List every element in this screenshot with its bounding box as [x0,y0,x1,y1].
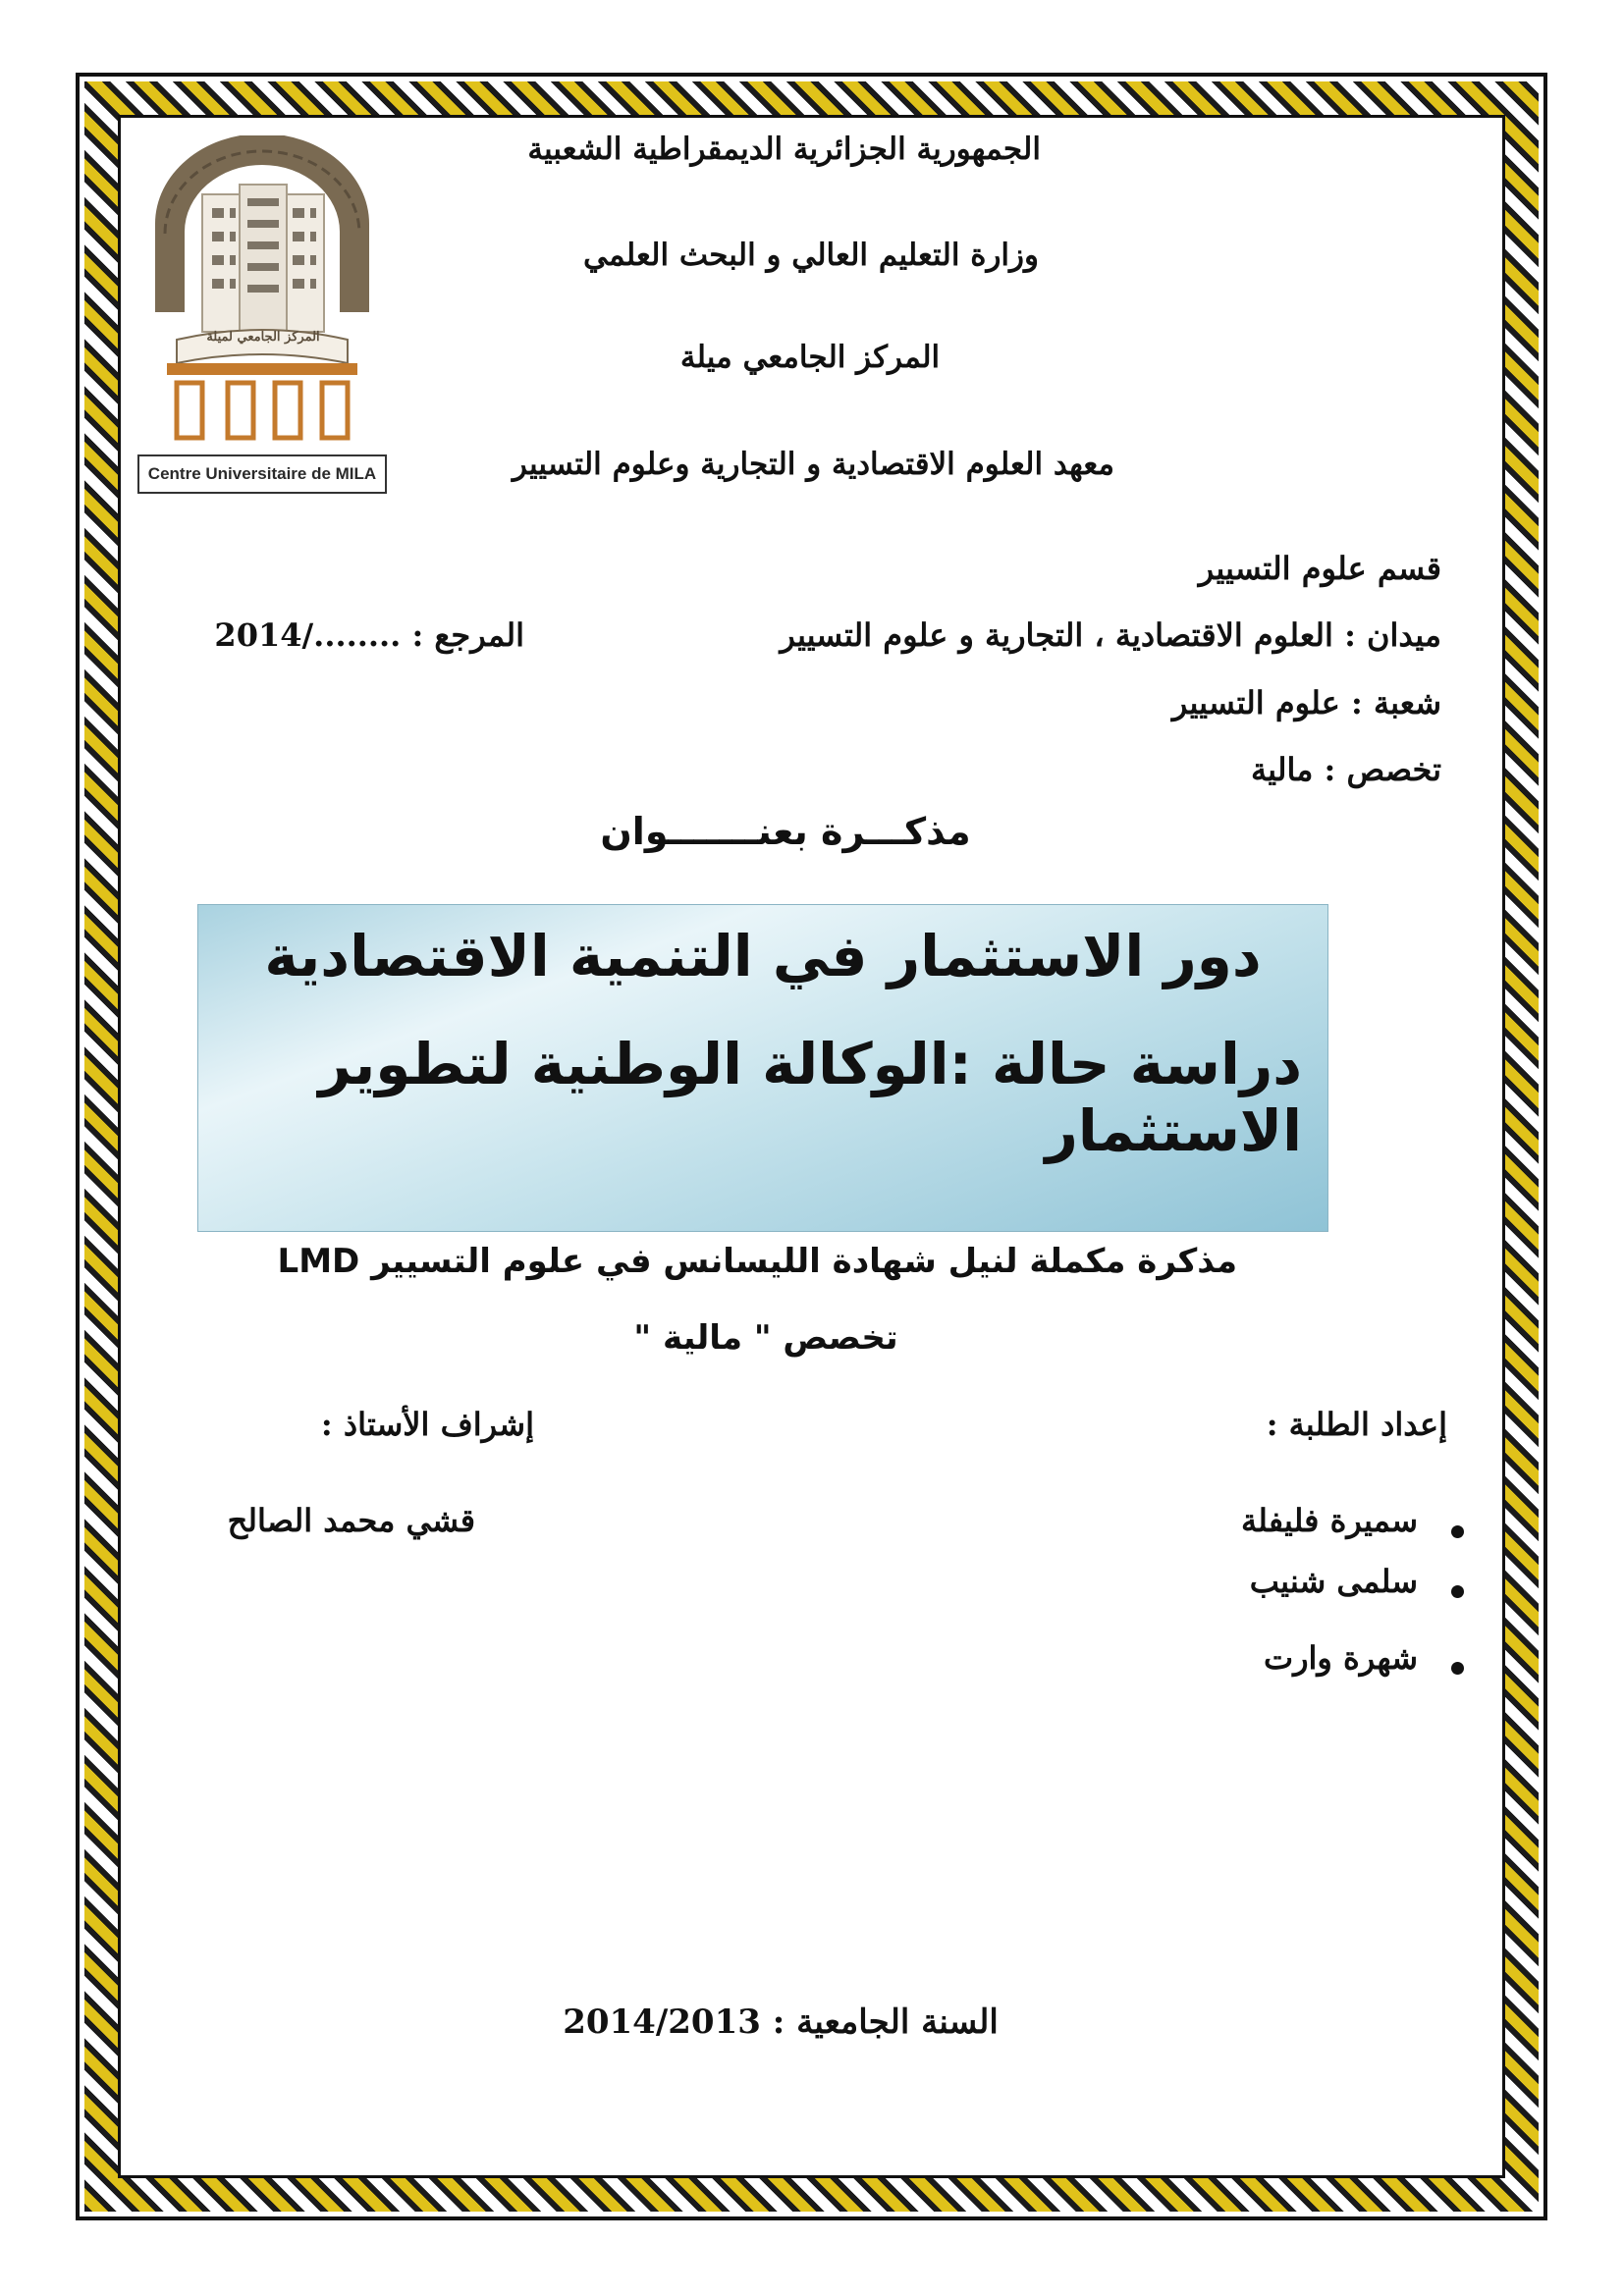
header-institute: معهد العلوم الاقتصادية و التجارية وعلوم التسيير [512,447,1114,482]
header-republic: الجمهورية الجزائرية الديمقراطية الشعبية [527,132,1041,167]
student-name-1: سميرة فليفلة [1240,1502,1418,1539]
field-label: ميدان : العلوم الاقتصادية ، التجارية و علوم التسيير [780,616,1441,654]
header-center: المركز الجامعي ميلة [679,340,941,375]
student-name-2: سلمى شنيب [1249,1563,1418,1600]
logo-building-icon [137,135,387,454]
student-bullet-1 [1451,1525,1464,1538]
memo-heading: مذكـــرة بعنـــــــوان [600,810,971,853]
branch-label: شعبة : علوم التسيير [1171,684,1441,721]
supervisor-label: إشراف الأستاذ : [320,1406,534,1443]
specialization-line: تخصص " مالية " [633,1318,898,1358]
logo-arabic-inscription: المركز الجامعي لميلة [206,330,320,345]
university-logo [137,135,387,494]
academic-year: السنة الجامعية : 2014/2013 [563,2002,999,2042]
reference-label: المرجع : ......../2014 [214,616,524,654]
header-ministry: وزارة التعليم العالي و البحث العلمي [583,238,1039,273]
logo-caption: Centre Universitaire de MILA [137,454,387,494]
student-bullet-3 [1451,1662,1464,1675]
degree-description: مذكرة مكملة لنيل شهادة الليسانس في علوم التسيير LMD [277,1242,1237,1281]
students-label: إعداد الطلبة : [1266,1406,1447,1443]
student-name-3: شهرة وارت [1263,1639,1418,1677]
department-label: قسم علوم التسيير [1198,550,1441,587]
thesis-title-line-2: دراسة حالة :الوكالة الوطنية لتطوير الاستثمار [318,1031,1302,1164]
thesis-title-box [197,904,1328,1232]
thesis-title-line-1: دور الاستثمار في التنمية الاقتصادية [264,923,1262,989]
specialty-label: تخصص : مالية [1250,751,1441,788]
student-bullet-2 [1451,1585,1464,1598]
supervisor-name: قشي محمد الصالح [227,1502,475,1539]
